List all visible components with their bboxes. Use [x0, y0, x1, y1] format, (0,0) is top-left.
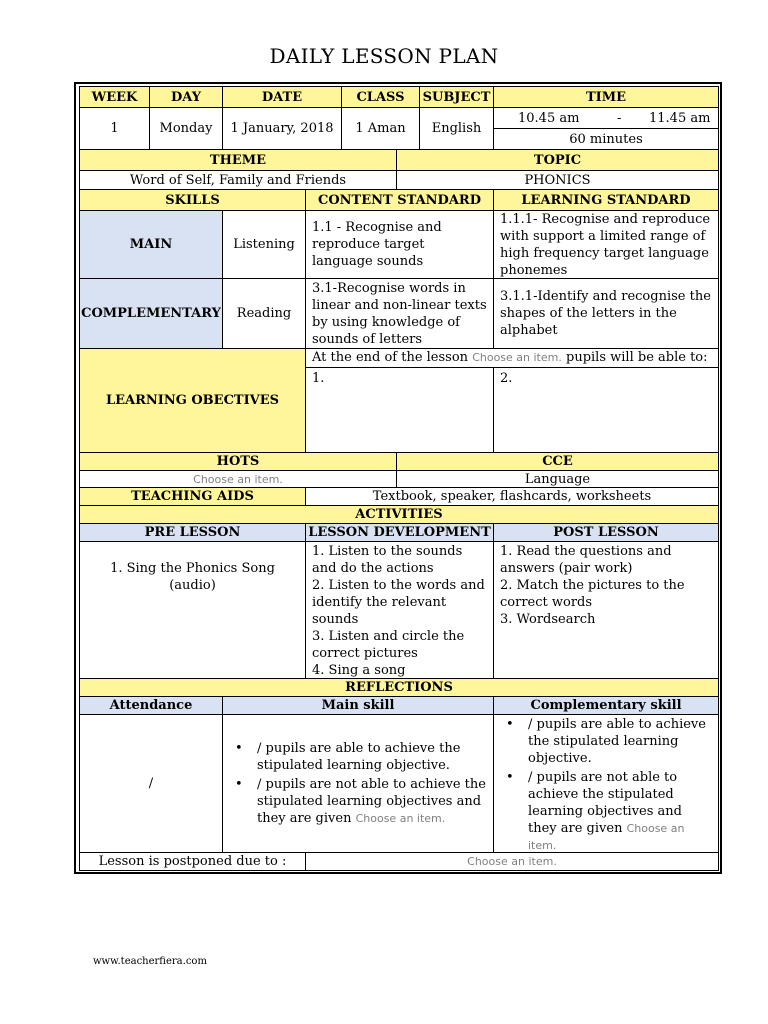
day-header: DAY [149, 86, 223, 108]
duration-value: 60 minutes [493, 128, 719, 150]
main-skill-header: Main skill [222, 696, 494, 715]
comp-reflection-choose-item[interactable]: Choose an item. [528, 822, 685, 852]
complementary-skill-header: Complementary skill [493, 696, 719, 715]
attendance-value[interactable]: / [79, 714, 223, 853]
class-value: 1 Aman [341, 107, 420, 150]
pre-lesson-header: PRE LESSON [79, 523, 306, 542]
topic-header: TOPIC [396, 149, 719, 171]
day-value: Monday [149, 107, 223, 150]
dev-step: 3. Listen and circle the correct pictures [312, 629, 465, 661]
objective-item-2[interactable]: 2. [493, 367, 719, 453]
comp-reflection-not-achieved-text: / pupils are not able to achieve the stipulated learning objectives and they are given [528, 770, 682, 836]
attendance-header: Attendance [79, 696, 223, 715]
main-skill-reflection [222, 714, 494, 853]
post-lesson-content [493, 541, 719, 679]
cce-header: CCE [396, 452, 719, 471]
main-learning-standard: 1.1.1- Recognise and reproduce with support a limited range of high frequency target language phonemes [493, 210, 719, 279]
time-header: TIME [493, 86, 719, 108]
pre-lesson-content: 1. Sing the Phonics Song (audio) [79, 541, 306, 679]
skills-header: SKILLS [79, 189, 306, 211]
complementary-skill-reflection [493, 714, 719, 853]
theme-value: Word of Self, Family and Friends [79, 170, 397, 190]
post-step: 1. Read the questions and answers (pair work) [500, 544, 672, 576]
main-content-standard: 1.1 - Recognise and reproduce target language sounds [305, 210, 494, 279]
activities-header: ACTIVITIES [79, 505, 719, 524]
objective-item-1[interactable]: 1. [305, 367, 494, 453]
footer-url: www.teacherfiera.com [93, 956, 207, 967]
complementary-skill-name: Reading [222, 278, 306, 349]
date-header: DATE [222, 86, 342, 108]
main-reflection-achieved: • / pupils are able to achieve the stipulated learning objective. [257, 740, 489, 774]
lesson-development-content [305, 541, 494, 679]
post-step: 3. Wordsearch [500, 612, 596, 627]
complementary-skill-label: COMPLEMENTARY [79, 278, 223, 349]
class-header: CLASS [341, 86, 420, 108]
learning-objectives-label: LEARNING OBECTIVES [79, 348, 306, 453]
time-end: 11.45 am [649, 111, 711, 126]
time-start: 10.45 am [518, 111, 580, 126]
complementary-content-standard: 3.1-Recognise words in linear and non-linear texts by using knowledge of sounds of letters [305, 278, 494, 349]
post-lesson-header: POST LESSON [493, 523, 719, 542]
objectives-intro-start: At the end of the lesson [312, 350, 469, 365]
week-header: WEEK [79, 86, 150, 108]
week-value: 1 [79, 107, 150, 150]
hots-value[interactable]: Choose an item. [79, 470, 397, 488]
date-value: 1 January, 2018 [222, 107, 342, 150]
content-standard-header: CONTENT STANDARD [305, 189, 494, 211]
main-skill-name: Listening [222, 210, 306, 279]
complementary-learning-standard: 3.1.1-Identify and recognise the shapes of the letters in the alphabet [493, 278, 719, 349]
objectives-choose-item[interactable]: Choose an item. [472, 351, 562, 364]
main-reflection-not-achieved-text: / pupils are not able to achieve the stipulated learning objectives and they are given [257, 777, 486, 826]
time-range [493, 107, 719, 129]
reflections-header: REFLECTIONS [79, 678, 719, 697]
postponed-value[interactable]: Choose an item. [305, 852, 719, 871]
dev-step: 1. Listen to the sounds and do the actions [312, 544, 463, 576]
lesson-development-header: LESSON DEVELOPMENT [305, 523, 494, 542]
teaching-aids-value: Textbook, speaker, flashcards, worksheets [305, 487, 719, 506]
main-reflection-choose-item[interactable]: Choose an item. [355, 812, 446, 825]
objectives-intro [305, 348, 719, 368]
comp-reflection-achieved: • / pupils are able to achieve the stipulated learning objective. [528, 716, 714, 767]
cce-value: Language [396, 470, 719, 488]
subject-header: SUBJECT [419, 86, 494, 108]
postponed-label: Lesson is postponed due to : [79, 852, 306, 871]
main-skill-label: MAIN [79, 210, 223, 279]
dev-step: 2. Listen to the words and identify the relevant sounds [312, 578, 485, 627]
page-title: DAILY LESSON PLAN [269, 44, 499, 68]
subject-value: English [419, 107, 494, 150]
main-reflection-not-achieved [257, 776, 489, 827]
hots-header: HOTS [79, 452, 397, 471]
comp-reflection-not-achieved [528, 769, 714, 853]
teaching-aids-label: TEACHING AIDS [79, 487, 306, 506]
objectives-intro-end: pupils will be able to: [566, 350, 708, 365]
dev-step: 4. Sing a song [312, 663, 406, 678]
time-separator: - [617, 111, 622, 126]
theme-header: THEME [79, 149, 397, 171]
topic-value: PHONICS [396, 170, 719, 190]
learning-standard-header: LEARNING STANDARD [493, 189, 719, 211]
post-step: 2. Match the pictures to the correct words [500, 578, 685, 610]
